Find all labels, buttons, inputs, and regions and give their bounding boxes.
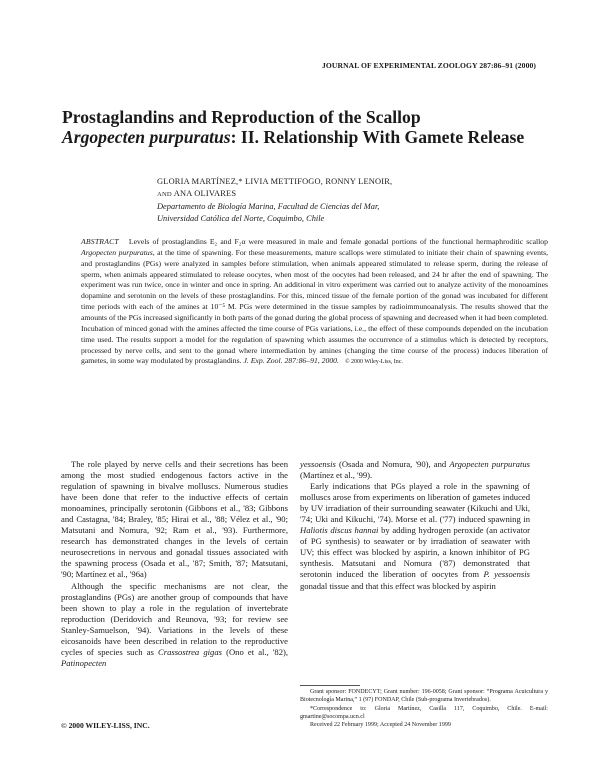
- abstract: [81, 237, 548, 368]
- paragraph-text: Early indications that PGs played a role in the spawning of molluscs arose from experiments on liberation of gametes induced by UV irradiation of their surrounding seawater (Kikuchi and Uki, '74; Uki and Kikuchi, '74). Morse et al. ('77) induced spawning in: [300, 481, 530, 525]
- species-name: Crassostrea gigas: [158, 646, 222, 657]
- authors-line-1: GLORIA MARTÍNEZ,* LIVIA METTIFOGO, RONNY LENOIR,: [157, 177, 393, 186]
- species-name: yessoensis: [300, 459, 336, 469]
- body-column-left: [61, 459, 288, 669]
- paragraph-text: Although the specific mechanisms are not clear, the prostaglandins (PGs) are another group of compounds that have been shown to play a role in the regulation of invertebrate reproduction (Deridovich and Reunova, '93; for review see Stanley-Samuelson, '94). Variations in the levels of these eicosanoids have been described in relation to the reproductive cycles of species such as: [61, 580, 288, 657]
- abstract-label: ABSTRACT: [81, 237, 119, 246]
- paragraph-text: gonadal tissue and that this effect was blocked by aspirin: [300, 580, 496, 591]
- species-name: Argopecten purpuratus: [449, 459, 530, 469]
- paragraph-text: (Osada and Nomura, '90), and: [335, 459, 450, 469]
- paragraph-text: by adding hydrogen peroxide (an activator of PG synthesis) to seawater or by irradiation of seawater with UV; this effect was blocked by aspirin, a known inhibitor of PG synthesis. Matsutani and Nomura ('87) demonstrated that serotonin induced the liberation of oocytes from: [300, 525, 530, 580]
- species-name: Haliotis discus hannai: [300, 525, 379, 536]
- affiliation: [157, 201, 547, 224]
- affiliation-line-2: Universidad Católica del Norte, Coquimbo, Chile: [157, 213, 325, 223]
- title-rest: : II. Relationship With Gamete Release: [230, 127, 525, 147]
- authors-and: AND: [157, 191, 172, 199]
- abstract-text-2: , at the time of spawning. For these measurements, mature scallops were stimulated to initiate their chain of spawning events, and prostaglandins (PGs) were analyzed in samples before stimulation, when animals appeared stimulated to release sperm, during the release of sperm, when animals appeared stimulated to release oocytes, when most of the oocytes had been released, and 24 hr after the end of spawning. The experiment was run twice, once in winter and once in spring. An additional in vitro experiment was carried out to analyze activity of the monoamines dopamine and serotonin on the levels of these prostaglandins. For this, minced tissue of the female portion of the gonad was incubated for different time periods with each of the amines at 10⁻⁵ M. PGs were determined in the tissue samples by radioimmunoanalysis. The results showed that the amounts of the PGs increased significantly in both parts of the gonad during the global process of spawning and decreased when it had been completed. Incubation of minced gonad with the amines affected the time course of PGs variations, i.e., the effect of these compounds depended on the incubation time used. The results support a model for the regulation of spawning which assumes the occurrence of a stimulus which is detected by receptors, processed by nerve cells, and sent to the gonad where intermediation by amines (changing the time course of the process) induces liberation of gametes, in some way modulated by prostaglandins.: [81, 247, 548, 366]
- footnote-received: Received 22 February 1999; Accepted 24 November 1999: [310, 722, 451, 729]
- paragraph: [300, 459, 530, 481]
- authors-line-2: ANA OLIVARES: [171, 189, 237, 199]
- abstract-citation: J. Exp. Zool. 287:86–91, 2000.: [243, 356, 339, 366]
- footnote-divider: [300, 685, 360, 686]
- title-line-1: Prostaglandins and Reproduction of the Scallop: [62, 107, 421, 127]
- title-species: Argopecten purpuratus: [62, 127, 231, 147]
- paragraph-text: (Martínez et al., '99).: [300, 470, 373, 481]
- paragraph-text: (Ono et al., '82),: [221, 646, 289, 657]
- footnote-correspondence: *Correspondence to: Gloria Martínez, Casilla 117, Coquimbo, Chile. E-mail: gmartine@socompa.ucn.cl: [300, 705, 548, 720]
- species-name: P. yessoensis: [483, 569, 530, 580]
- article-title: [62, 107, 562, 147]
- species-name: Patinopecten: [61, 657, 107, 668]
- abstract-species: Argopecten purpuratus: [81, 247, 153, 257]
- abstract-copyright: © 2000 Wiley-Liss, Inc.: [344, 359, 403, 366]
- author-list: [157, 176, 547, 202]
- paragraph: [300, 481, 530, 591]
- affiliation-line-1: Departamento de Biología Marina, Facultad de Ciencias del Mar,: [157, 202, 380, 211]
- body-column-right: [300, 459, 530, 592]
- journal-header: JOURNAL OF EXPERIMENTAL ZOOLOGY 287:86–91 (2000): [322, 61, 536, 70]
- paragraph: [61, 581, 288, 669]
- publisher-copyright: © 2000 WILEY-LISS, INC.: [61, 721, 150, 730]
- footnote-grant: Grant sponsor: FONDECYT; Grant number: 196-0058; Grant sponsor: “Programa Acuicultura y Biotecnología Marina,” 1 (97) FONDAP, Chile (Sub-programa Invertebrados).: [300, 689, 548, 704]
- paragraph: The role played by nerve cells and their secretions has been among the most studied endogenous factors active in the regulation of spawning in bivalve molluscs. Numerous studies have been done that refer to the inductive effects of certain monoamines, principally serotonin (Gibbons et al., '83; Gibbons and Castagna, '84; Braley, '85; Hirai et al., '88; Vélez et al., '90; Matsutani and Nomura, '92; Ram et al., '93). Furthermore, research has demonstrated changes in the levels of certain neurosecretions in nervous and gonadal tissues associated with the spawning process (Osada et al., '87; Smith, '87; Matsutani, '90; Martínez et al., '96a): [61, 459, 288, 580]
- abstract-text-1: Levels of prostaglandins E₂ and F₂α were measured in male and female gonadal portions of the functional hermaphroditic scallop: [128, 237, 548, 246]
- footnotes: [300, 688, 548, 729]
